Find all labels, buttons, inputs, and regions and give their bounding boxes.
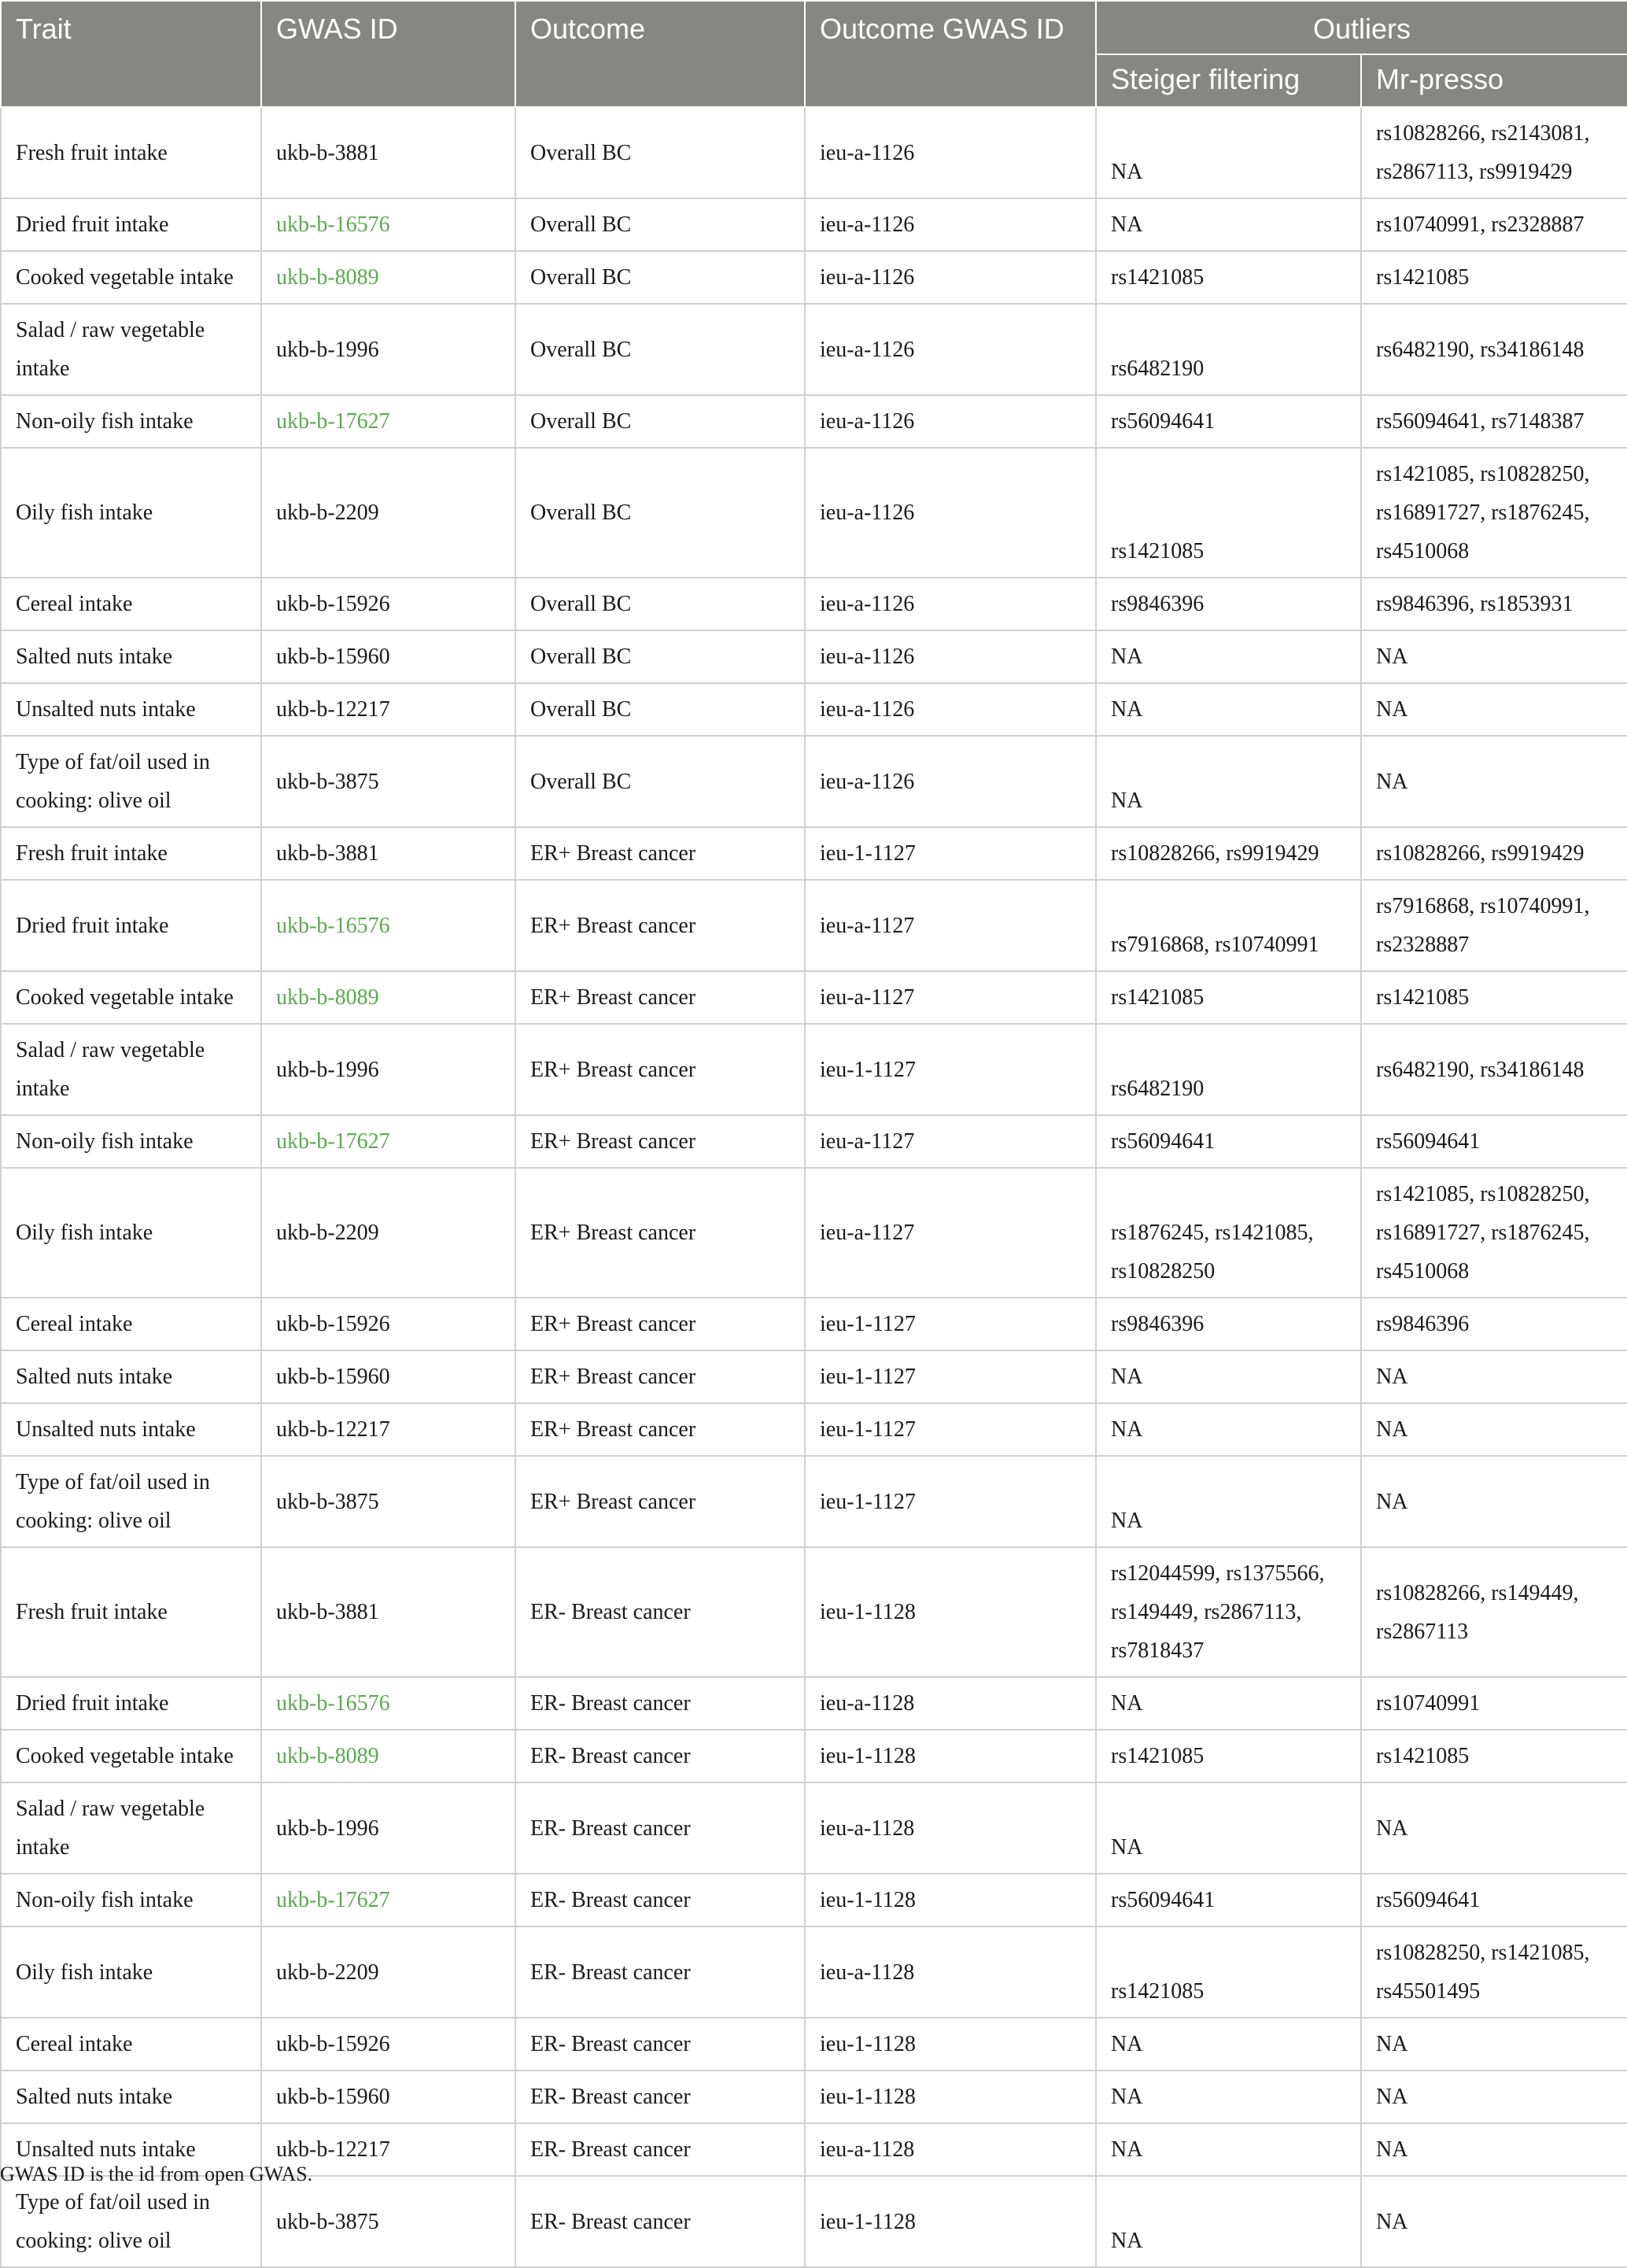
- cell-trait: Fresh fruit intake: [1, 827, 261, 880]
- cell-outcome: ER+ Breast cancer: [515, 1298, 805, 1350]
- table-row: [1, 107, 1627, 198]
- table-row: [1, 1730, 1627, 1782]
- cell-outcome: ER+ Breast cancer: [515, 827, 805, 880]
- cell-steiger-filtering: NA: [1096, 198, 1361, 251]
- cell-trait: Cooked vegetable intake: [1, 251, 261, 304]
- cell-gwas-id: ukb-b-3875: [261, 736, 515, 827]
- cell-trait: Dried fruit intake: [1, 198, 261, 251]
- cell-steiger-filtering: rs1876245, rs1421085, rs10828250: [1096, 1168, 1361, 1298]
- table-row: [1, 1782, 1627, 1874]
- cell-gwas-id: ukb-b-12217: [261, 2123, 515, 2176]
- cell-outcome-gwas-id: ieu-a-1127: [805, 1115, 1096, 1168]
- cell-outcome: Overall BC: [515, 198, 805, 251]
- cell-outcome-gwas-id: ieu-a-1126: [805, 736, 1096, 827]
- cell-outcome: Overall BC: [515, 395, 805, 448]
- cell-outcome: ER+ Breast cancer: [515, 1350, 805, 1403]
- cell-mr-presso: NA: [1361, 2123, 1627, 2176]
- cell-outcome-gwas-id: ieu-a-1126: [805, 448, 1096, 578]
- cell-steiger-filtering: NA: [1096, 1456, 1361, 1547]
- cell-outcome-gwas-id: ieu-1-1128: [805, 1730, 1096, 1782]
- table-row: [1, 1298, 1627, 1350]
- cell-steiger-filtering: NA: [1096, 736, 1361, 827]
- cell-outcome: ER- Breast cancer: [515, 1926, 805, 2018]
- gwas-id-link[interactable]: ukb-b-17627: [276, 409, 390, 434]
- table-row: [1, 198, 1627, 251]
- cell-gwas-id: ukb-b-1996: [261, 1782, 515, 1874]
- cell-steiger-filtering: NA: [1096, 2123, 1361, 2176]
- cell-outcome: Overall BC: [515, 578, 805, 630]
- cell-outcome-gwas-id: ieu-1-1128: [805, 2018, 1096, 2070]
- cell-mr-presso: rs10828266, rs2143081, rs2867113, rs9919429: [1361, 107, 1627, 198]
- cell-steiger-filtering: NA: [1096, 1782, 1361, 1874]
- cell-steiger-filtering: rs1421085: [1096, 971, 1361, 1024]
- cell-mr-presso: rs9846396: [1361, 1298, 1627, 1350]
- table-row: [1, 1350, 1627, 1403]
- gwas-id-link[interactable]: ukb-b-8089: [276, 985, 379, 1010]
- header-outliers: Outliers: [1096, 1, 1627, 54]
- table-row: [1, 683, 1627, 736]
- cell-outcome: Overall BC: [515, 107, 805, 198]
- cell-outcome: ER+ Breast cancer: [515, 1168, 805, 1298]
- table-row: [1, 304, 1627, 395]
- cell-gwas-id: ukb-b-12217: [261, 1403, 515, 1456]
- cell-steiger-filtering: rs1421085: [1096, 251, 1361, 304]
- header-steiger-filtering: Steiger filtering: [1096, 54, 1361, 107]
- cell-gwas-id: ukb-b-2209: [261, 1926, 515, 2018]
- cell-mr-presso: NA: [1361, 2176, 1627, 2267]
- cell-steiger-filtering: NA: [1096, 2070, 1361, 2123]
- cell-steiger-filtering: rs9846396: [1096, 578, 1361, 630]
- cell-trait: Unsalted nuts intake: [1, 683, 261, 736]
- cell-gwas-id: [261, 1874, 515, 1926]
- cell-mr-presso: NA: [1361, 630, 1627, 683]
- header-outcome: Outcome: [515, 1, 805, 107]
- cell-gwas-id: ukb-b-15960: [261, 630, 515, 683]
- cell-outcome: ER- Breast cancer: [515, 1547, 805, 1677]
- cell-steiger-filtering: rs6482190: [1096, 304, 1361, 395]
- cell-steiger-filtering: rs9846396: [1096, 1298, 1361, 1350]
- cell-outcome-gwas-id: ieu-a-1126: [805, 578, 1096, 630]
- table-footnote: GWAS ID is the id from open GWAS.: [0, 2163, 313, 2185]
- cell-mr-presso: NA: [1361, 1782, 1627, 1874]
- table-row: [1, 1874, 1627, 1926]
- cell-mr-presso: NA: [1361, 1350, 1627, 1403]
- cell-steiger-filtering: rs1421085: [1096, 448, 1361, 578]
- cell-steiger-filtering: NA: [1096, 2176, 1361, 2267]
- cell-trait: Salad / raw vegetable intake: [1, 1024, 261, 1115]
- cell-outcome: ER+ Breast cancer: [515, 1024, 805, 1115]
- cell-outcome: Overall BC: [515, 683, 805, 736]
- cell-trait: Salted nuts intake: [1, 630, 261, 683]
- table-row: [1, 395, 1627, 448]
- cell-outcome: ER+ Breast cancer: [515, 971, 805, 1024]
- cell-outcome-gwas-id: ieu-1-1127: [805, 1350, 1096, 1403]
- cell-outcome: Overall BC: [515, 304, 805, 395]
- cell-mr-presso: rs1421085: [1361, 1730, 1627, 1782]
- cell-gwas-id: ukb-b-15960: [261, 1350, 515, 1403]
- cell-gwas-id: ukb-b-3881: [261, 827, 515, 880]
- cell-gwas-id: ukb-b-15960: [261, 2070, 515, 2123]
- cell-outcome: ER- Breast cancer: [515, 2123, 805, 2176]
- cell-trait: Cereal intake: [1, 1298, 261, 1350]
- cell-steiger-filtering: rs12044599, rs1375566, rs149449, rs2867113, rs7818437: [1096, 1547, 1361, 1677]
- table-row: [1, 2070, 1627, 2123]
- cell-outcome-gwas-id: ieu-1-1127: [805, 1403, 1096, 1456]
- cell-outcome-gwas-id: ieu-a-1128: [805, 1782, 1096, 1874]
- cell-mr-presso: rs6482190, rs34186148: [1361, 1024, 1627, 1115]
- table-body: [1, 107, 1627, 2267]
- cell-outcome-gwas-id: ieu-a-1126: [805, 304, 1096, 395]
- cell-steiger-filtering: NA: [1096, 1403, 1361, 1456]
- cell-outcome-gwas-id: ieu-a-1128: [805, 1677, 1096, 1730]
- cell-gwas-id: ukb-b-3875: [261, 2176, 515, 2267]
- cell-trait: Dried fruit intake: [1, 880, 261, 971]
- cell-outcome: ER+ Breast cancer: [515, 1115, 805, 1168]
- table-row: [1, 880, 1627, 971]
- cell-outcome: ER+ Breast cancer: [515, 1403, 805, 1456]
- cell-trait: Oily fish intake: [1, 448, 261, 578]
- cell-outcome: ER- Breast cancer: [515, 2018, 805, 2070]
- cell-trait: Salad / raw vegetable intake: [1, 304, 261, 395]
- cell-trait: Unsalted nuts intake: [1, 1403, 261, 1456]
- cell-trait: Cooked vegetable intake: [1, 1730, 261, 1782]
- cell-mr-presso: rs56094641, rs7148387: [1361, 395, 1627, 448]
- cell-outcome-gwas-id: ieu-a-1127: [805, 971, 1096, 1024]
- cell-outcome: ER- Breast cancer: [515, 2176, 805, 2267]
- cell-gwas-id: [261, 251, 515, 304]
- cell-steiger-filtering: NA: [1096, 630, 1361, 683]
- cell-outcome-gwas-id: ieu-1-1128: [805, 2176, 1096, 2267]
- cell-gwas-id: ukb-b-3881: [261, 1547, 515, 1677]
- cell-mr-presso: NA: [1361, 1403, 1627, 1456]
- cell-trait: Unsalted nuts intake: [1, 2123, 261, 2176]
- cell-steiger-filtering: NA: [1096, 683, 1361, 736]
- cell-steiger-filtering: rs10828266, rs9919429: [1096, 827, 1361, 880]
- cell-steiger-filtering: NA: [1096, 2018, 1361, 2070]
- cell-outcome-gwas-id: ieu-a-1126: [805, 395, 1096, 448]
- cell-mr-presso: rs10828250, rs1421085, rs45501495: [1361, 1926, 1627, 2018]
- gwas-id-link[interactable]: ukb-b-16576: [276, 212, 390, 237]
- cell-trait: Cereal intake: [1, 578, 261, 630]
- table-row: [1, 827, 1627, 880]
- gwas-id-link[interactable]: ukb-b-8089: [276, 265, 379, 290]
- cell-trait: Fresh fruit intake: [1, 107, 261, 198]
- table-row: [1, 630, 1627, 683]
- cell-gwas-id: [261, 1115, 515, 1168]
- cell-trait: Salted nuts intake: [1, 2070, 261, 2123]
- cell-steiger-filtering: rs56094641: [1096, 1115, 1361, 1168]
- cell-mr-presso: rs1421085: [1361, 971, 1627, 1024]
- table-row: [1, 736, 1627, 827]
- cell-trait: Type of fat/oil used in cooking: olive oil: [1, 1456, 261, 1547]
- cell-mr-presso: rs7916868, rs10740991, rs2328887: [1361, 880, 1627, 971]
- cell-gwas-id: ukb-b-15926: [261, 1298, 515, 1350]
- cell-outcome-gwas-id: ieu-a-1126: [805, 683, 1096, 736]
- cell-outcome: Overall BC: [515, 630, 805, 683]
- cell-outcome-gwas-id: ieu-1-1127: [805, 1024, 1096, 1115]
- cell-trait: Non-oily fish intake: [1, 395, 261, 448]
- cell-outcome-gwas-id: ieu-a-1128: [805, 1926, 1096, 2018]
- cell-outcome: ER- Breast cancer: [515, 1730, 805, 1782]
- cell-outcome-gwas-id: ieu-1-1128: [805, 2070, 1096, 2123]
- cell-steiger-filtering: rs6482190: [1096, 1024, 1361, 1115]
- table-row: [1, 251, 1627, 304]
- cell-mr-presso: rs6482190, rs34186148: [1361, 304, 1627, 395]
- header-outcome-gwas-id: Outcome GWAS ID: [805, 1, 1096, 107]
- cell-outcome-gwas-id: ieu-1-1127: [805, 1298, 1096, 1350]
- cell-outcome-gwas-id: ieu-1-1127: [805, 827, 1096, 880]
- cell-gwas-id: ukb-b-1996: [261, 1024, 515, 1115]
- cell-outcome: Overall BC: [515, 251, 805, 304]
- table-header: [1, 1, 1627, 107]
- cell-gwas-id: [261, 971, 515, 1024]
- cell-steiger-filtering: rs1421085: [1096, 1730, 1361, 1782]
- table-row: [1, 971, 1627, 1024]
- table-row: [1, 1547, 1627, 1677]
- header-gwas-id: GWAS ID: [261, 1, 515, 107]
- cell-outcome: Overall BC: [515, 736, 805, 827]
- cell-mr-presso: rs56094641: [1361, 1874, 1627, 1926]
- table-row: [1, 1926, 1627, 2018]
- cell-steiger-filtering: NA: [1096, 1350, 1361, 1403]
- cell-mr-presso: rs56094641: [1361, 1115, 1627, 1168]
- gwas-id-link[interactable]: ukb-b-16576: [276, 1691, 390, 1716]
- cell-steiger-filtering: NA: [1096, 1677, 1361, 1730]
- cell-outcome: ER- Breast cancer: [515, 1677, 805, 1730]
- cell-trait: Non-oily fish intake: [1, 1115, 261, 1168]
- table-row: [1, 1456, 1627, 1547]
- cell-trait: Fresh fruit intake: [1, 1547, 261, 1677]
- cell-steiger-filtering: rs56094641: [1096, 395, 1361, 448]
- cell-mr-presso: rs10828266, rs9919429: [1361, 827, 1627, 880]
- cell-gwas-id: ukb-b-2209: [261, 1168, 515, 1298]
- table-row: [1, 1168, 1627, 1298]
- cell-trait: Cereal intake: [1, 2018, 261, 2070]
- cell-trait: Salted nuts intake: [1, 1350, 261, 1403]
- cell-gwas-id: ukb-b-2209: [261, 448, 515, 578]
- table-row: [1, 448, 1627, 578]
- cell-gwas-id: [261, 880, 515, 971]
- table-row: [1, 1024, 1627, 1115]
- cell-mr-presso: NA: [1361, 683, 1627, 736]
- cell-gwas-id: ukb-b-1996: [261, 304, 515, 395]
- cell-mr-presso: rs10740991: [1361, 1677, 1627, 1730]
- cell-steiger-filtering: NA: [1096, 107, 1361, 198]
- table-row: [1, 1403, 1627, 1456]
- cell-outcome: ER+ Breast cancer: [515, 880, 805, 971]
- table-row: [1, 2176, 1627, 2267]
- cell-steiger-filtering: rs56094641: [1096, 1874, 1361, 1926]
- cell-trait: Non-oily fish intake: [1, 1874, 261, 1926]
- table-row: [1, 1677, 1627, 1730]
- cell-trait: Dried fruit intake: [1, 1677, 261, 1730]
- cell-gwas-id: ukb-b-15926: [261, 2018, 515, 2070]
- cell-outcome-gwas-id: ieu-a-1126: [805, 198, 1096, 251]
- cell-outcome-gwas-id: ieu-1-1127: [805, 1456, 1096, 1547]
- cell-outcome-gwas-id: ieu-a-1126: [805, 630, 1096, 683]
- cell-mr-presso: NA: [1361, 2018, 1627, 2070]
- cell-trait: Cooked vegetable intake: [1, 971, 261, 1024]
- cell-gwas-id: ukb-b-12217: [261, 683, 515, 736]
- cell-gwas-id: [261, 198, 515, 251]
- cell-gwas-id: ukb-b-3881: [261, 107, 515, 198]
- cell-outcome-gwas-id: ieu-a-1127: [805, 880, 1096, 971]
- cell-trait: Type of fat/oil used in cooking: olive oil: [1, 736, 261, 827]
- cell-mr-presso: NA: [1361, 2070, 1627, 2123]
- cell-gwas-id: ukb-b-15926: [261, 578, 515, 630]
- cell-trait: Oily fish intake: [1, 1168, 261, 1298]
- table-row: [1, 1115, 1627, 1168]
- cell-outcome: Overall BC: [515, 448, 805, 578]
- cell-trait: Salad / raw vegetable intake: [1, 1782, 261, 1874]
- cell-mr-presso: rs10828266, rs149449, rs2867113: [1361, 1547, 1627, 1677]
- cell-outcome: ER- Breast cancer: [515, 1782, 805, 1874]
- cell-gwas-id: [261, 395, 515, 448]
- cell-gwas-id: [261, 1730, 515, 1782]
- gwas-id-link[interactable]: ukb-b-16576: [276, 913, 390, 938]
- table-row: [1, 578, 1627, 630]
- cell-gwas-id: ukb-b-3875: [261, 1456, 515, 1547]
- cell-mr-presso: rs10740991, rs2328887: [1361, 198, 1627, 251]
- cell-outcome-gwas-id: ieu-a-1128: [805, 2123, 1096, 2176]
- cell-steiger-filtering: rs1421085: [1096, 1926, 1361, 2018]
- gwas-id-link[interactable]: ukb-b-17627: [276, 1129, 390, 1154]
- cell-mr-presso: rs1421085: [1361, 251, 1627, 304]
- cell-outcome-gwas-id: ieu-a-1126: [805, 107, 1096, 198]
- cell-trait: Oily fish intake: [1, 1926, 261, 2018]
- cell-outcome: ER+ Breast cancer: [515, 1456, 805, 1547]
- gwas-id-link[interactable]: ukb-b-8089: [276, 1744, 379, 1768]
- cell-trait: Type of fat/oil used in cooking: olive oil: [1, 2176, 261, 2267]
- cell-mr-presso: NA: [1361, 736, 1627, 827]
- header-mr-presso: Mr-presso: [1361, 54, 1627, 107]
- table-row: [1, 2018, 1627, 2070]
- cell-outcome-gwas-id: ieu-a-1126: [805, 251, 1096, 304]
- cell-outcome: ER- Breast cancer: [515, 2070, 805, 2123]
- cell-outcome-gwas-id: ieu-a-1127: [805, 1168, 1096, 1298]
- header-trait: Trait: [1, 1, 261, 107]
- cell-steiger-filtering: rs7916868, rs10740991: [1096, 880, 1361, 971]
- cell-gwas-id: [261, 1677, 515, 1730]
- cell-mr-presso: rs1421085, rs10828250, rs16891727, rs1876245, rs4510068: [1361, 448, 1627, 578]
- gwas-id-link[interactable]: ukb-b-17627: [276, 1888, 390, 1912]
- cell-outcome-gwas-id: ieu-1-1128: [805, 1547, 1096, 1677]
- cell-mr-presso: NA: [1361, 1456, 1627, 1547]
- cell-outcome: ER- Breast cancer: [515, 1874, 805, 1926]
- cell-mr-presso: rs1421085, rs10828250, rs16891727, rs1876245, rs4510068: [1361, 1168, 1627, 1298]
- cell-mr-presso: rs9846396, rs1853931: [1361, 578, 1627, 630]
- cell-outcome-gwas-id: ieu-1-1128: [805, 1874, 1096, 1926]
